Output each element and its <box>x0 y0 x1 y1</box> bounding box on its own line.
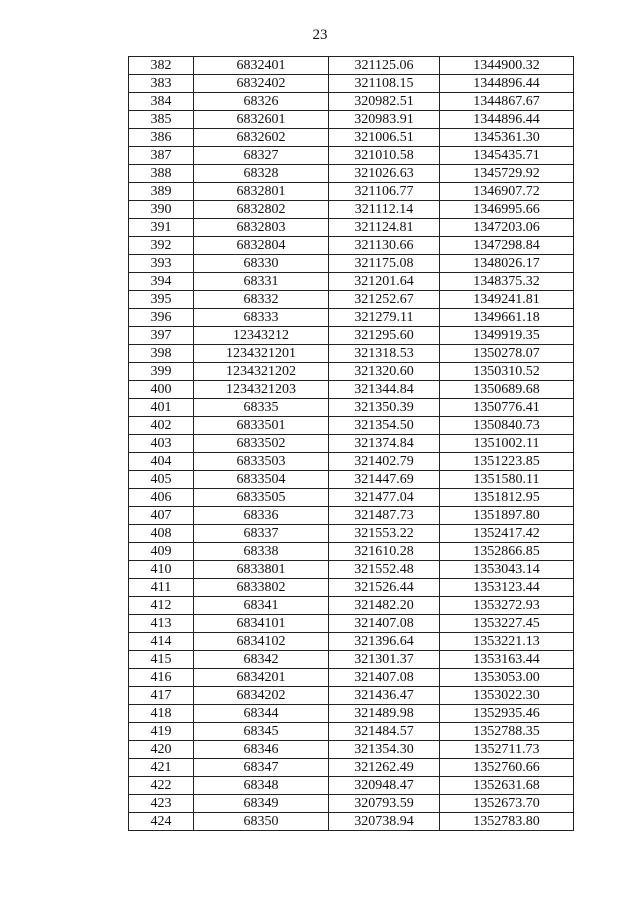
point-id-cell: 6834102 <box>194 633 329 651</box>
row-index-cell: 403 <box>129 435 194 453</box>
table-row <box>129 669 574 687</box>
y-coordinate-cell: 1350278.07 <box>440 345 574 363</box>
x-coordinate-cell: 321610.28 <box>329 543 440 561</box>
row-index-cell: 424 <box>129 813 194 831</box>
point-id-cell: 6833501 <box>194 417 329 435</box>
point-id-cell: 68332 <box>194 291 329 309</box>
y-coordinate-cell: 1353043.14 <box>440 561 574 579</box>
table-row <box>129 417 574 435</box>
x-coordinate-cell: 321006.51 <box>329 129 440 147</box>
row-index-cell: 413 <box>129 615 194 633</box>
y-coordinate-cell: 1350689.68 <box>440 381 574 399</box>
x-coordinate-cell: 321553.22 <box>329 525 440 543</box>
table-row <box>129 687 574 705</box>
point-id-cell: 68337 <box>194 525 329 543</box>
table-row <box>129 399 574 417</box>
x-coordinate-cell: 320982.51 <box>329 93 440 111</box>
row-index-cell: 385 <box>129 111 194 129</box>
y-coordinate-cell: 1350310.52 <box>440 363 574 381</box>
row-index-cell: 409 <box>129 543 194 561</box>
point-id-cell: 68333 <box>194 309 329 327</box>
row-index-cell: 395 <box>129 291 194 309</box>
point-id-cell: 1234321201 <box>194 345 329 363</box>
x-coordinate-cell: 320948.47 <box>329 777 440 795</box>
y-coordinate-cell: 1352935.46 <box>440 705 574 723</box>
y-coordinate-cell: 1353227.45 <box>440 615 574 633</box>
row-index-cell: 411 <box>129 579 194 597</box>
x-coordinate-cell: 321407.08 <box>329 669 440 687</box>
y-coordinate-cell: 1350840.73 <box>440 417 574 435</box>
y-coordinate-cell: 1353272.93 <box>440 597 574 615</box>
x-coordinate-cell: 321526.44 <box>329 579 440 597</box>
row-index-cell: 407 <box>129 507 194 525</box>
coordinates-table <box>128 56 574 831</box>
y-coordinate-cell: 1351580.11 <box>440 471 574 489</box>
x-coordinate-cell: 320793.59 <box>329 795 440 813</box>
point-id-cell: 68350 <box>194 813 329 831</box>
row-index-cell: 410 <box>129 561 194 579</box>
row-index-cell: 415 <box>129 651 194 669</box>
row-index-cell: 421 <box>129 759 194 777</box>
y-coordinate-cell: 1344896.44 <box>440 75 574 93</box>
point-id-cell: 6833502 <box>194 435 329 453</box>
x-coordinate-cell: 321010.58 <box>329 147 440 165</box>
table-body <box>129 57 574 831</box>
table-row <box>129 93 574 111</box>
row-index-cell: 401 <box>129 399 194 417</box>
table-row <box>129 165 574 183</box>
y-coordinate-cell: 1353123.44 <box>440 579 574 597</box>
point-id-cell: 6832803 <box>194 219 329 237</box>
point-id-cell: 68341 <box>194 597 329 615</box>
table-row <box>129 381 574 399</box>
table-row <box>129 111 574 129</box>
row-index-cell: 408 <box>129 525 194 543</box>
y-coordinate-cell: 1345729.92 <box>440 165 574 183</box>
point-id-cell: 6834202 <box>194 687 329 705</box>
y-coordinate-cell: 1353163.44 <box>440 651 574 669</box>
y-coordinate-cell: 1349661.18 <box>440 309 574 327</box>
row-index-cell: 386 <box>129 129 194 147</box>
point-id-cell: 68349 <box>194 795 329 813</box>
x-coordinate-cell: 321484.57 <box>329 723 440 741</box>
table-row <box>129 219 574 237</box>
point-id-cell: 6832602 <box>194 129 329 147</box>
table-row <box>129 741 574 759</box>
point-id-cell: 1234321203 <box>194 381 329 399</box>
x-coordinate-cell: 321112.14 <box>329 201 440 219</box>
row-index-cell: 416 <box>129 669 194 687</box>
row-index-cell: 398 <box>129 345 194 363</box>
x-coordinate-cell: 321482.20 <box>329 597 440 615</box>
point-id-cell: 68344 <box>194 705 329 723</box>
row-index-cell: 406 <box>129 489 194 507</box>
table-row <box>129 57 574 75</box>
x-coordinate-cell: 321301.37 <box>329 651 440 669</box>
y-coordinate-cell: 1344900.32 <box>440 57 574 75</box>
row-index-cell: 404 <box>129 453 194 471</box>
row-index-cell: 382 <box>129 57 194 75</box>
y-coordinate-cell: 1346907.72 <box>440 183 574 201</box>
x-coordinate-cell: 321447.69 <box>329 471 440 489</box>
point-id-cell: 68336 <box>194 507 329 525</box>
y-coordinate-cell: 1351002.11 <box>440 435 574 453</box>
row-index-cell: 423 <box>129 795 194 813</box>
y-coordinate-cell: 1347298.84 <box>440 237 574 255</box>
point-id-cell: 68326 <box>194 93 329 111</box>
point-id-cell: 6833801 <box>194 561 329 579</box>
table-row <box>129 345 574 363</box>
y-coordinate-cell: 1350776.41 <box>440 399 574 417</box>
row-index-cell: 393 <box>129 255 194 273</box>
y-coordinate-cell: 1353221.13 <box>440 633 574 651</box>
table-row <box>129 525 574 543</box>
y-coordinate-cell: 1352673.70 <box>440 795 574 813</box>
point-id-cell: 6834201 <box>194 669 329 687</box>
table-row <box>129 363 574 381</box>
table-row <box>129 579 574 597</box>
point-id-cell: 6833503 <box>194 453 329 471</box>
row-index-cell: 412 <box>129 597 194 615</box>
point-id-cell: 6833504 <box>194 471 329 489</box>
point-id-cell: 6832802 <box>194 201 329 219</box>
table-row <box>129 561 574 579</box>
y-coordinate-cell: 1352866.85 <box>440 543 574 561</box>
point-id-cell: 68346 <box>194 741 329 759</box>
table-row <box>129 795 574 813</box>
x-coordinate-cell: 321262.49 <box>329 759 440 777</box>
y-coordinate-cell: 1351223.85 <box>440 453 574 471</box>
table-row <box>129 777 574 795</box>
x-coordinate-cell: 321354.30 <box>329 741 440 759</box>
table-row <box>129 273 574 291</box>
x-coordinate-cell: 321175.08 <box>329 255 440 273</box>
y-coordinate-cell: 1352783.80 <box>440 813 574 831</box>
point-id-cell: 68331 <box>194 273 329 291</box>
row-index-cell: 383 <box>129 75 194 93</box>
x-coordinate-cell: 321489.98 <box>329 705 440 723</box>
table-row <box>129 615 574 633</box>
row-index-cell: 384 <box>129 93 194 111</box>
x-coordinate-cell: 321026.63 <box>329 165 440 183</box>
point-id-cell: 1234321202 <box>194 363 329 381</box>
y-coordinate-cell: 1352788.35 <box>440 723 574 741</box>
table-row <box>129 237 574 255</box>
x-coordinate-cell: 321124.81 <box>329 219 440 237</box>
y-coordinate-cell: 1345435.71 <box>440 147 574 165</box>
table-row <box>129 723 574 741</box>
x-coordinate-cell: 321130.66 <box>329 237 440 255</box>
row-index-cell: 400 <box>129 381 194 399</box>
row-index-cell: 389 <box>129 183 194 201</box>
point-id-cell: 6833802 <box>194 579 329 597</box>
y-coordinate-cell: 1352631.68 <box>440 777 574 795</box>
y-coordinate-cell: 1345361.30 <box>440 129 574 147</box>
x-coordinate-cell: 321318.53 <box>329 345 440 363</box>
point-id-cell: 68327 <box>194 147 329 165</box>
x-coordinate-cell: 321477.04 <box>329 489 440 507</box>
x-coordinate-cell: 321344.84 <box>329 381 440 399</box>
table-row <box>129 75 574 93</box>
point-id-cell: 6834101 <box>194 615 329 633</box>
x-coordinate-cell: 321396.64 <box>329 633 440 651</box>
point-id-cell: 68328 <box>194 165 329 183</box>
row-index-cell: 391 <box>129 219 194 237</box>
table-row <box>129 201 574 219</box>
y-coordinate-cell: 1351812.95 <box>440 489 574 507</box>
y-coordinate-cell: 1351897.80 <box>440 507 574 525</box>
x-coordinate-cell: 320983.91 <box>329 111 440 129</box>
point-id-cell: 68335 <box>194 399 329 417</box>
table-row <box>129 183 574 201</box>
point-id-cell: 6832801 <box>194 183 329 201</box>
y-coordinate-cell: 1349241.81 <box>440 291 574 309</box>
x-coordinate-cell: 321402.79 <box>329 453 440 471</box>
point-id-cell: 68342 <box>194 651 329 669</box>
row-index-cell: 399 <box>129 363 194 381</box>
row-index-cell: 419 <box>129 723 194 741</box>
table-row <box>129 507 574 525</box>
row-index-cell: 405 <box>129 471 194 489</box>
table-row <box>129 543 574 561</box>
x-coordinate-cell: 320738.94 <box>329 813 440 831</box>
point-id-cell: 6832401 <box>194 57 329 75</box>
x-coordinate-cell: 321436.47 <box>329 687 440 705</box>
y-coordinate-cell: 1352760.66 <box>440 759 574 777</box>
row-index-cell: 392 <box>129 237 194 255</box>
row-index-cell: 388 <box>129 165 194 183</box>
point-id-cell: 6832804 <box>194 237 329 255</box>
point-id-cell: 6832601 <box>194 111 329 129</box>
row-index-cell: 396 <box>129 309 194 327</box>
y-coordinate-cell: 1348375.32 <box>440 273 574 291</box>
y-coordinate-cell: 1352417.42 <box>440 525 574 543</box>
y-coordinate-cell: 1344867.67 <box>440 93 574 111</box>
x-coordinate-cell: 321279.11 <box>329 309 440 327</box>
row-index-cell: 397 <box>129 327 194 345</box>
point-id-cell: 68330 <box>194 255 329 273</box>
point-id-cell: 68347 <box>194 759 329 777</box>
table-row <box>129 813 574 831</box>
y-coordinate-cell: 1346995.66 <box>440 201 574 219</box>
y-coordinate-cell: 1344896.44 <box>440 111 574 129</box>
row-index-cell: 422 <box>129 777 194 795</box>
y-coordinate-cell: 1353022.30 <box>440 687 574 705</box>
x-coordinate-cell: 321350.39 <box>329 399 440 417</box>
x-coordinate-cell: 321252.67 <box>329 291 440 309</box>
row-index-cell: 394 <box>129 273 194 291</box>
table-row <box>129 633 574 651</box>
table-row <box>129 597 574 615</box>
table-row <box>129 327 574 345</box>
x-coordinate-cell: 321106.77 <box>329 183 440 201</box>
row-index-cell: 387 <box>129 147 194 165</box>
table-row <box>129 147 574 165</box>
table-row <box>129 759 574 777</box>
y-coordinate-cell: 1347203.06 <box>440 219 574 237</box>
x-coordinate-cell: 321374.84 <box>329 435 440 453</box>
y-coordinate-cell: 1349919.35 <box>440 327 574 345</box>
x-coordinate-cell: 321407.08 <box>329 615 440 633</box>
table-row <box>129 471 574 489</box>
point-id-cell: 68338 <box>194 543 329 561</box>
point-id-cell: 6832402 <box>194 75 329 93</box>
x-coordinate-cell: 321354.50 <box>329 417 440 435</box>
point-id-cell: 12343212 <box>194 327 329 345</box>
x-coordinate-cell: 321201.64 <box>329 273 440 291</box>
page-number: 23 <box>312 27 328 43</box>
x-coordinate-cell: 321552.48 <box>329 561 440 579</box>
table-row <box>129 291 574 309</box>
x-coordinate-cell: 321320.60 <box>329 363 440 381</box>
x-coordinate-cell: 321295.60 <box>329 327 440 345</box>
table-row <box>129 651 574 669</box>
y-coordinate-cell: 1352711.73 <box>440 741 574 759</box>
table-row <box>129 705 574 723</box>
x-coordinate-cell: 321125.06 <box>329 57 440 75</box>
x-coordinate-cell: 321487.73 <box>329 507 440 525</box>
row-index-cell: 420 <box>129 741 194 759</box>
table-row <box>129 489 574 507</box>
y-coordinate-cell: 1348026.17 <box>440 255 574 273</box>
point-id-cell: 68348 <box>194 777 329 795</box>
y-coordinate-cell: 1353053.00 <box>440 669 574 687</box>
table-row <box>129 255 574 273</box>
x-coordinate-cell: 321108.15 <box>329 75 440 93</box>
table-row <box>129 453 574 471</box>
row-index-cell: 402 <box>129 417 194 435</box>
point-id-cell: 6833505 <box>194 489 329 507</box>
row-index-cell: 418 <box>129 705 194 723</box>
point-id-cell: 68345 <box>194 723 329 741</box>
row-index-cell: 414 <box>129 633 194 651</box>
table-row <box>129 309 574 327</box>
row-index-cell: 390 <box>129 201 194 219</box>
table-row <box>129 129 574 147</box>
table-row <box>129 435 574 453</box>
row-index-cell: 417 <box>129 687 194 705</box>
